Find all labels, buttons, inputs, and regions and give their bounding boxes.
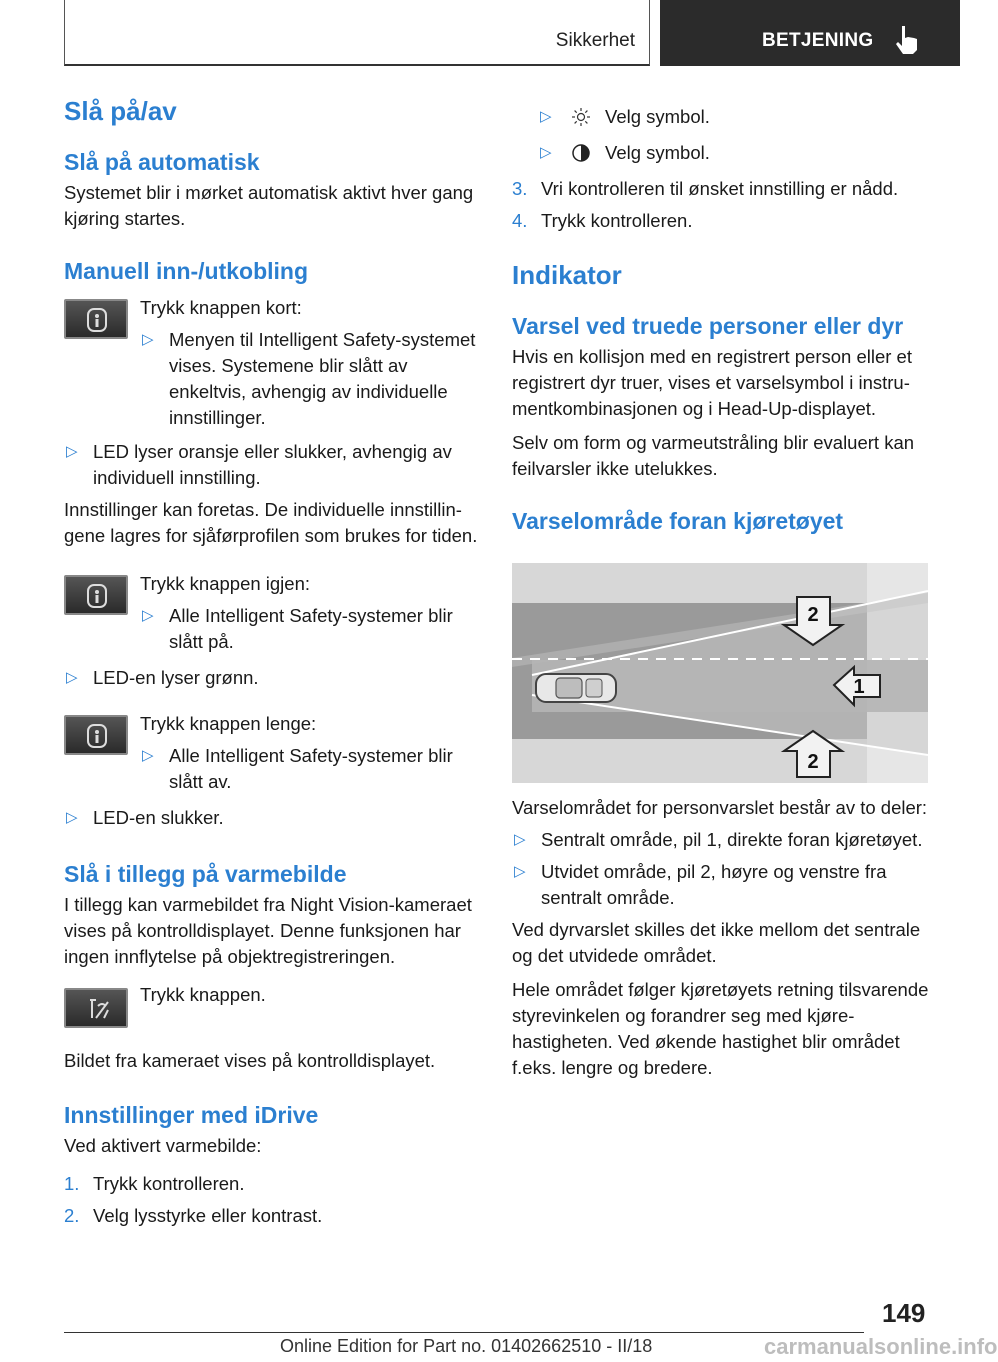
heading-warning: Varsel ved truede personer eller dyr [512, 313, 904, 339]
contrast-icon [571, 143, 591, 163]
press-short-row [64, 295, 480, 431]
list-item: ▷ LED-en lyser grønn. [66, 667, 259, 688]
list-item: ▷ Menyen til Intelligent Safety-systemet vises. Systemene blir slått av enkeltvis, avhengig av individuelle innstillinger. [142, 329, 476, 428]
list-item: ▷ LED-en slukker. [66, 807, 224, 828]
list-item: 4. Trykk kontrolleren. [512, 210, 693, 231]
press-again-row [64, 571, 480, 655]
safety-button-icon [86, 723, 108, 749]
section-tab [64, 0, 650, 66]
safety-button-icon [86, 583, 108, 609]
left-column [64, 96, 480, 1229]
right-column [512, 104, 930, 1081]
car-icon [536, 674, 616, 702]
warning-area-diagram [512, 563, 928, 783]
safety-button-icon [86, 307, 108, 333]
warning-area-figure [512, 563, 928, 783]
footer-divider [64, 1332, 864, 1333]
section-title: Sikkerhet [555, 30, 635, 51]
para-warning-2: Selv om form og varmeutstråling blir evaluert kan feilvarsler ikke utelukkes. [512, 432, 915, 479]
press-btn-row [64, 982, 480, 1026]
list-item: ▷ Utvidet område, pil 2, høyre og venstre fra sentralt område. [514, 861, 887, 908]
para-animal: Ved dyrvarslet skilles det ikke mellom det sentrale og det utvidede området. [512, 919, 921, 966]
page-number: 149 [882, 1298, 926, 1328]
arrow-label-1: 1 [853, 676, 865, 698]
page-header [0, 0, 960, 66]
watermark: carmanualsonline.info [764, 1334, 998, 1359]
edition-text: Online Edition for Part no. 01402662510 - II/18 [280, 1336, 653, 1356]
list-item: ▷ Velg symbol. [512, 104, 930, 134]
safety-button-image [64, 299, 128, 339]
night-vision-button-image [64, 988, 128, 1028]
press-btn-text: Trykk knappen. [140, 984, 266, 1005]
chapter-title: BETJENING [762, 30, 874, 51]
para-warning-1: Hvis en kollisjon med en registrert person eller et registrert dyr truer, vises et varselsymbol i instrumentkombinasjonen og i Head-Up-displayet. [512, 346, 912, 419]
list-item: ▷ LED lyser oransje eller slukker, avhengig av individuell innstilling. [66, 441, 452, 488]
para-settings: Innstillinger kan foretas. De individuelle innstillingene lagres for sjåførprofilen som brukes for tiden. [64, 499, 478, 546]
press-long-row [64, 711, 480, 795]
heading-manual: Manuell inn-/utkobling [64, 258, 309, 284]
list-item: 3. Vri kontrolleren til ønsket innstilling er nådd. [512, 178, 899, 199]
press-short-text: Trykk knappen kort: [140, 297, 302, 318]
press-long-text: Trykk knappen lenge: [140, 713, 317, 734]
heading-thermal: Slå i tillegg på varmebilde [64, 861, 347, 887]
para-follow: Hele området følger kjøretøyets retning tilsvarende styrevinkelen og forandrer seg med kjørehastigheten. Ved økende hastighet blir området f.eks. lengre og bredere. [512, 979, 929, 1078]
heading-warning-area: Varselområde foran kjøretøyet [512, 508, 844, 534]
para-idrive: Ved aktivert varmebilde: [64, 1135, 262, 1156]
heading-idrive: Innstillinger med iDrive [64, 1102, 319, 1128]
arrow-label-2: 2 [807, 604, 819, 626]
brightness-icon [571, 107, 591, 127]
heading-indicator: Indikator [512, 260, 622, 290]
list-item: 2. Velg lysstyrke eller kontrast. [64, 1205, 323, 1226]
list-item: ▷ Sentralt område, pil 1, direkte foran kjøretøyet. [514, 829, 923, 850]
safety-button-image [64, 575, 128, 615]
para-thermal: I tillegg kan varmebildet fra Night Vision-kameraet vises på kontrolldisplayet. Denne funksjonen har ingen innflytelse på objektregistreringen. [64, 894, 472, 967]
list-item: 1. Trykk kontrolleren. [64, 1173, 245, 1194]
heading-on-off: Slå på/av [64, 96, 177, 126]
chapter-tab [660, 0, 960, 66]
safety-button-image [64, 715, 128, 755]
arrow-label-2: 2 [807, 751, 819, 773]
para-auto: Systemet blir i mørket automatisk aktivt hver gang kjøring startes. [64, 182, 474, 229]
night-vision-icon [86, 996, 112, 1022]
select-symbol-text: Velg symbol. [605, 106, 710, 127]
press-again-text: Trykk knappen igjen: [140, 573, 311, 594]
para-camera: Bildet fra kameraet vises på kontrolldisplayet. [64, 1050, 436, 1071]
list-item: ▷ Alle Intelligent Safety-systemer blir slått av. [142, 745, 453, 792]
select-symbol-text: Velg symbol. [605, 142, 710, 163]
list-item: ▷ Velg symbol. [512, 140, 930, 170]
pointing-hand-icon [892, 24, 922, 56]
para-area: Varselområdet for personvarslet består av to deler: [512, 797, 928, 818]
heading-auto: Slå på automatisk [64, 149, 260, 175]
list-item: ▷ Alle Intelligent Safety-systemer blir slått på. [142, 605, 453, 652]
